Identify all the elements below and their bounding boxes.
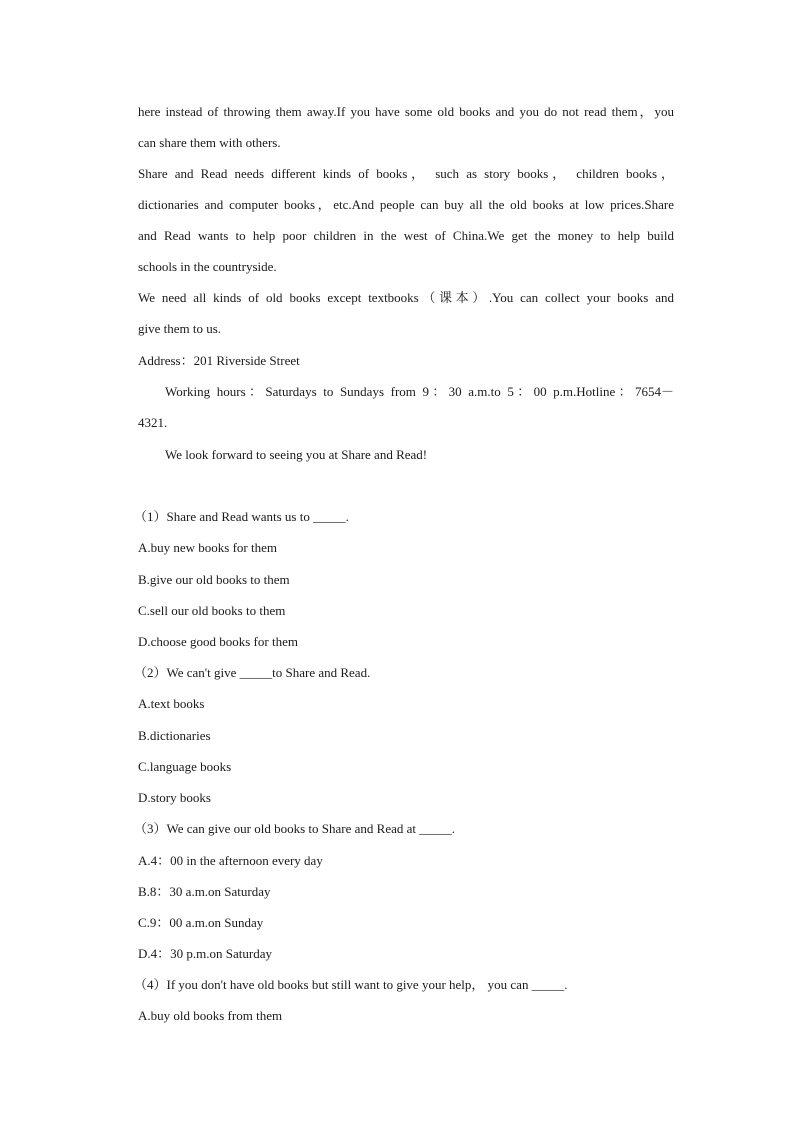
passage-line: schools in the countryside. (138, 259, 277, 274)
answer-option: A.buy old books from them (138, 1008, 283, 1023)
answer-option: C.9：00 a.m.on Sunday (138, 915, 264, 930)
passage-line: here instead of throwing them away.If you have some old books and you do not read them，you (138, 104, 674, 119)
address-line: Address：201 Riverside Street (138, 353, 300, 368)
passage-line: and Read wants to help poor children in the west of China.We get the money to help build (138, 228, 674, 243)
answer-option: D.4：30 p.m.on Saturday (138, 946, 272, 961)
answer-option: A.buy new books for them (138, 540, 278, 555)
question-stem: （4）If you don't have old books but still want to give your help， you can _____. (134, 977, 568, 992)
answer-option: B.8：30 a.m.on Saturday (138, 884, 271, 899)
answer-option: A.4：00 in the afternoon every day (138, 853, 323, 868)
answer-option: C.sell our old books to them (138, 603, 286, 618)
closing-line: We look forward to seeing you at Share and Read! (165, 447, 428, 462)
passage-line: We need all kinds of old books except textbooks（课本）.You can collect your books and (138, 290, 674, 305)
answer-option: D.story books (138, 790, 211, 805)
passage-line: Share and Read needs different kinds of books， such as story books， children books， (138, 166, 674, 181)
question-stem: （3）We can give our old books to Share and Read at _____. (134, 821, 455, 836)
passage-line: can share them with others. (138, 135, 281, 150)
answer-option: C.language books (138, 759, 232, 774)
answer-option: D.choose good books for them (138, 634, 298, 649)
question-stem: （1）Share and Read wants us to _____. (134, 509, 349, 524)
working-hours-line: Working hours：Saturdays to Sundays from 9：30 a.m.to 5：00 p.m.Hotline：7654－ (165, 384, 674, 399)
answer-option: B.give our old books to them (138, 572, 290, 587)
passage-line: give them to us. (138, 321, 222, 336)
answer-option: A.text books (138, 696, 205, 711)
passage-line: dictionaries and computer books，etc.And people can buy all the old books at low prices.Share (138, 197, 674, 212)
answer-option: B.dictionaries (138, 728, 211, 743)
question-stem: （2）We can't give _____to Share and Read. (134, 665, 371, 680)
working-hours-line: 4321. (138, 415, 168, 430)
